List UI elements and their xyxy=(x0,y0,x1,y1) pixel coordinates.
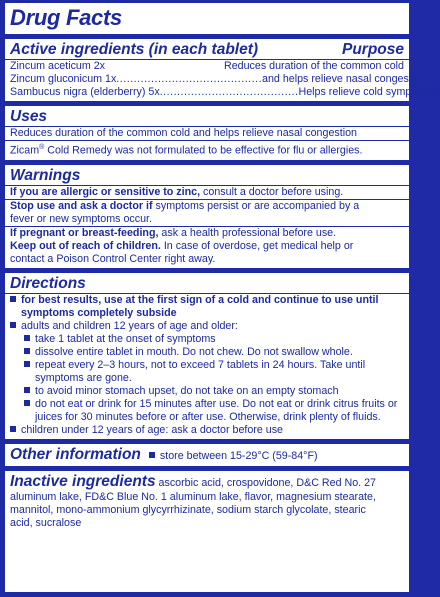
allergy-bold: If you are allergic or sensitive to zinc, xyxy=(10,185,201,198)
disclaimer-text: Cold Remedy was not formulated to be effective for flu or allergies. xyxy=(44,144,363,157)
other-information-section xyxy=(10,444,404,466)
active-ingredients-header xyxy=(10,40,404,59)
direction-text-cont: juices for 30 minutes before or after use. Otherwise, drink plenty of fluids. xyxy=(35,410,381,423)
direction-item xyxy=(10,320,404,333)
direction-item xyxy=(10,424,404,437)
uses-section xyxy=(10,106,404,160)
keep-text: In case of overdose, get medical help or xyxy=(160,239,354,252)
direction-subitem xyxy=(10,333,404,346)
direction-subitem xyxy=(10,359,404,385)
direction-text: take 1 tablet at the onset of symptoms xyxy=(35,332,216,345)
direction-subitem xyxy=(10,385,404,398)
direction-text: children under 12 years of age: ask a doctor before use xyxy=(21,423,284,436)
inactive-ingredients-section xyxy=(10,471,404,532)
direction-item xyxy=(10,294,404,320)
drug-facts-title: Drug Facts xyxy=(10,5,122,30)
square-bullet-icon xyxy=(10,296,16,302)
square-bullet-icon xyxy=(24,348,30,354)
inactive-line: acid, sucralose xyxy=(10,516,82,529)
ingredient-name: Zincum aceticum 2x xyxy=(10,60,106,72)
inactive-line xyxy=(10,472,404,491)
stop-use-warning-cont: fever or new symptoms occur. xyxy=(10,212,152,225)
square-bullet-icon xyxy=(24,335,30,341)
square-bullet-icon xyxy=(24,387,30,393)
direction-text: dissolve entire tablet in mouth. Do not chew. Do not swallow whole. xyxy=(35,345,353,358)
direction-text: repeat every 2–3 hours, not to exceed 7 tablets in 24 hours. Take until xyxy=(35,358,366,371)
directions-heading: Directions xyxy=(10,274,86,292)
inactive-ingredients-heading: Inactive ingredients xyxy=(10,472,156,490)
warnings-heading: Warnings xyxy=(10,166,81,184)
pregnancy-bold: If pregnant or breast-feeding, xyxy=(10,226,159,239)
direction-subitem xyxy=(10,398,404,424)
uses-heading: Uses xyxy=(10,108,48,125)
direction-text: do not eat or drink for 15 minutes after use. Do not eat or drink citrus fruits or xyxy=(35,397,398,410)
inactive-text: ascorbic acid, crospovidone, D&C Red No. 27 xyxy=(155,476,376,489)
warnings-section xyxy=(10,165,404,268)
children-warning-cont: contact a Poison Control Center right away. xyxy=(10,252,216,265)
stop-bold: Stop use and ask a doctor if xyxy=(10,199,153,212)
square-bullet-icon xyxy=(24,400,30,406)
ingredient-row xyxy=(10,60,404,73)
square-bullet-icon xyxy=(10,322,16,328)
uses-text: Reduces duration of the common cold and helps relieve nasal congestion xyxy=(10,127,357,139)
stop-use-warning xyxy=(10,200,404,213)
uses-disclaimer xyxy=(10,141,404,158)
allergy-text: consult a doctor before using. xyxy=(200,185,344,198)
direction-text: to avoid minor stomach upset, do not take on an empty stomach xyxy=(35,384,339,397)
direction-text: for best results, use at the first sign of a cold and continue to use until xyxy=(21,293,379,306)
purpose-heading: Purpose xyxy=(341,41,404,58)
ingredient-row xyxy=(10,73,427,86)
stop-text: symptoms persist or are accompanied by a xyxy=(152,199,360,212)
storage-text: store between 15-29°C (59-84°F) xyxy=(159,449,318,462)
inactive-line: mannitol, mono-ammonium glycyrrhizinate, sodium starch glycolate, stearic xyxy=(10,503,366,516)
inactive-line: aluminum lake, FD&C Blue No. 1 aluminum lake, flavor, magnesium stearate, xyxy=(10,490,376,503)
leader-dots: ........................................ xyxy=(159,86,299,98)
direction-text-cont: symptoms completely subside xyxy=(21,306,177,319)
ingredient-purpose: Reduces duration of the common cold xyxy=(223,60,404,72)
direction-subitem xyxy=(10,346,404,359)
other-information-heading: Other information xyxy=(10,445,141,463)
keep-bold: Keep out of reach of children. xyxy=(10,239,161,252)
square-bullet-icon xyxy=(24,361,30,367)
ingredient-purpose: and helps relieve nasal congestion xyxy=(262,73,427,85)
square-bullet-icon xyxy=(10,426,16,432)
allergy-warning xyxy=(10,186,404,199)
ingredient-name: Sambucus nigra (elderberry) 5x xyxy=(10,86,160,98)
leader-dots: .......................................... xyxy=(116,73,263,85)
square-bullet-icon xyxy=(149,452,155,458)
ingredient-name: Zincum gluconicum 1x xyxy=(10,73,117,85)
directions-section xyxy=(10,273,404,439)
active-ingredients-section xyxy=(10,39,440,101)
direction-text: adults and children 12 years of age and older: xyxy=(21,319,238,332)
ingredient-purpose: Helps relieve cold symptoms‡ xyxy=(298,86,440,98)
pregnancy-warning xyxy=(10,227,404,240)
brand-name: Zicam xyxy=(10,144,40,157)
children-warning xyxy=(10,240,404,253)
ingredient-row xyxy=(10,86,440,99)
direction-text-cont: symptoms are gone. xyxy=(35,371,132,384)
active-ingredients-heading: Active ingredients (in each tablet) xyxy=(10,41,259,58)
drug-facts-panel xyxy=(5,3,440,592)
pregnancy-text: ask a health professional before use. xyxy=(158,226,337,239)
registered-mark: ® xyxy=(39,144,45,151)
